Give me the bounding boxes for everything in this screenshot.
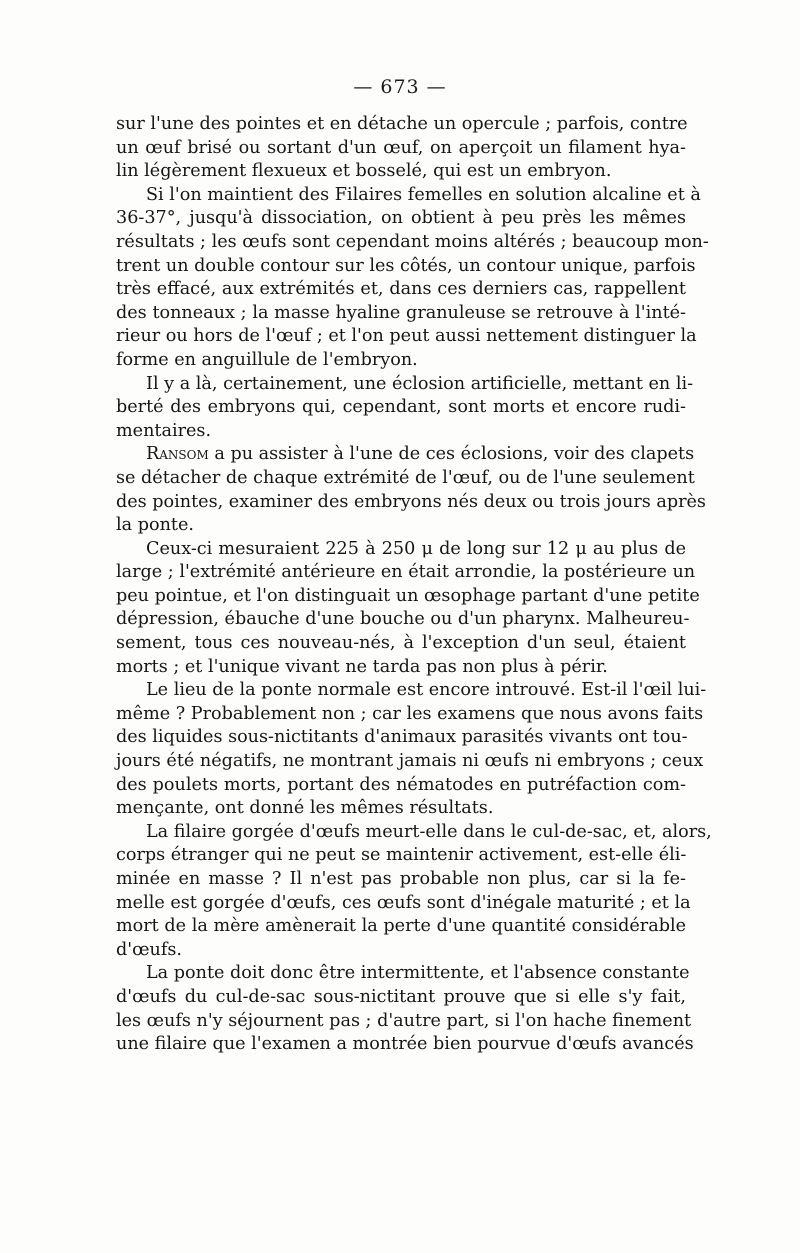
body-text <box>116 113 712 1057</box>
text-line: corps étranger qui ne peut se maintenir activement, est-elle éli- <box>116 845 687 866</box>
text-line-fragment: a pu assister à l'une de ces éclosions, voir des clapets <box>208 444 695 465</box>
text-line: lin légèrement flexueux et bosselé, qui est un embryon. <box>116 161 612 182</box>
text-line: des poulets morts, portant des nématodes en putréfaction com- <box>116 774 686 795</box>
text-line: minée en masse ? Il n'est pas probable non plus, car si la fe- <box>116 869 686 889</box>
text-line: La ponte doit donc être intermittente, et l'absence constante <box>146 963 690 984</box>
text-line: même ? Probablement non ; car les examens que nous avons faits <box>116 703 704 724</box>
text-line: melle est gorgée d'œufs, ces œufs sont d'inégale maturité ; et la <box>116 892 691 913</box>
text-line: d'œufs du cul-de-sac sous-nictitant prouve que si elle s'y fait, <box>116 986 686 1007</box>
text-line: dépression, ébauche d'une bouche ou d'un pharynx. Malheureu- <box>116 609 690 630</box>
text-line: Si l'on maintient des Filaires femelles en solution alcaline et à <box>146 184 701 205</box>
text-line: des pointes, examiner des embryons nés deux ou trois jours après <box>116 491 706 512</box>
text-line: des tonneaux ; la masse hyaline granuleuse se retrouve à l'inté- <box>116 302 686 323</box>
text-line: morts ; et l'unique vivant ne tarda pas non plus à périr. <box>116 656 608 677</box>
text-line: 36-37°, jusqu'à dissociation, on obtient à peu près les mêmes <box>116 208 686 229</box>
text-line: Le lieu de la ponte normale est encore introuvé. Est-il l'œil lui- <box>146 680 707 701</box>
text-line: trent un double contour sur les côtés, un contour unique, parfois <box>116 255 696 276</box>
text-line: mençante, ont donné les mêmes résultats. <box>116 798 494 819</box>
text-line: peu pointue, et l'on distinguait un œsophage partant d'une petite <box>116 585 700 606</box>
text-line: un œuf brisé ou sortant d'un œuf, on aperçoit un filament hya- <box>116 137 686 158</box>
text-line: rieur ou hors de l'œuf ; et l'on peut aussi nettement distinguer la <box>116 326 697 347</box>
text-line: les œufs n'y séjournent pas ; d'autre part, si l'on hache finement <box>116 1010 692 1031</box>
text-line: Ceux-ci mesuraient 225 à 250 μ de long sur 12 μ au plus de <box>146 538 686 559</box>
text-line: une filaire que l'examen a montrée bien pourvue d'œufs avancés <box>116 1034 694 1055</box>
text-line: se détacher de chaque extrémité de l'œuf, ou de l'une seulement <box>116 467 695 488</box>
text-line: d'œufs. <box>116 939 182 960</box>
text-line: mort de la mère amènerait la perte d'une quantité considérable <box>116 916 686 937</box>
text-line: résultats ; les œufs sont cependant moins altérés ; beaucoup mon- <box>116 231 709 252</box>
text-line <box>116 443 695 467</box>
author-name: Ransom <box>146 444 209 465</box>
text-line: la ponte. <box>116 515 194 536</box>
text-line: Il y a là, certainement, une éclosion artificielle, mettant en li- <box>146 373 694 394</box>
text-line: berté des embryons qui, cependant, sont morts et encore rudi- <box>116 397 686 418</box>
text-line: large ; l'extrémité antérieure en était arrondie, la postérieure un <box>116 562 696 583</box>
text-line: mentaires. <box>116 420 212 441</box>
page-number: — 673 — <box>353 76 447 98</box>
text-line: forme en anguillule de l'embryon. <box>116 349 418 370</box>
text-line: sur l'une des pointes et en détache un opercule ; parfois, contre <box>116 114 688 134</box>
text-line: très effacé, aux extrémités et, dans ces derniers cas, rappellent <box>116 279 686 300</box>
text-line: des liquides sous-nictitants d'animaux parasités vivants ont tou- <box>116 727 688 748</box>
text-line: sement, tous ces nouveau-nés, à l'exception d'un seul, étaient <box>116 633 686 654</box>
text-line: jours été négatifs, ne montrant jamais ni œufs ni embryons ; ceux <box>116 751 704 772</box>
text-line: La filaire gorgée d'œufs meurt-elle dans le cul-de-sac, et, alors, <box>146 821 712 842</box>
